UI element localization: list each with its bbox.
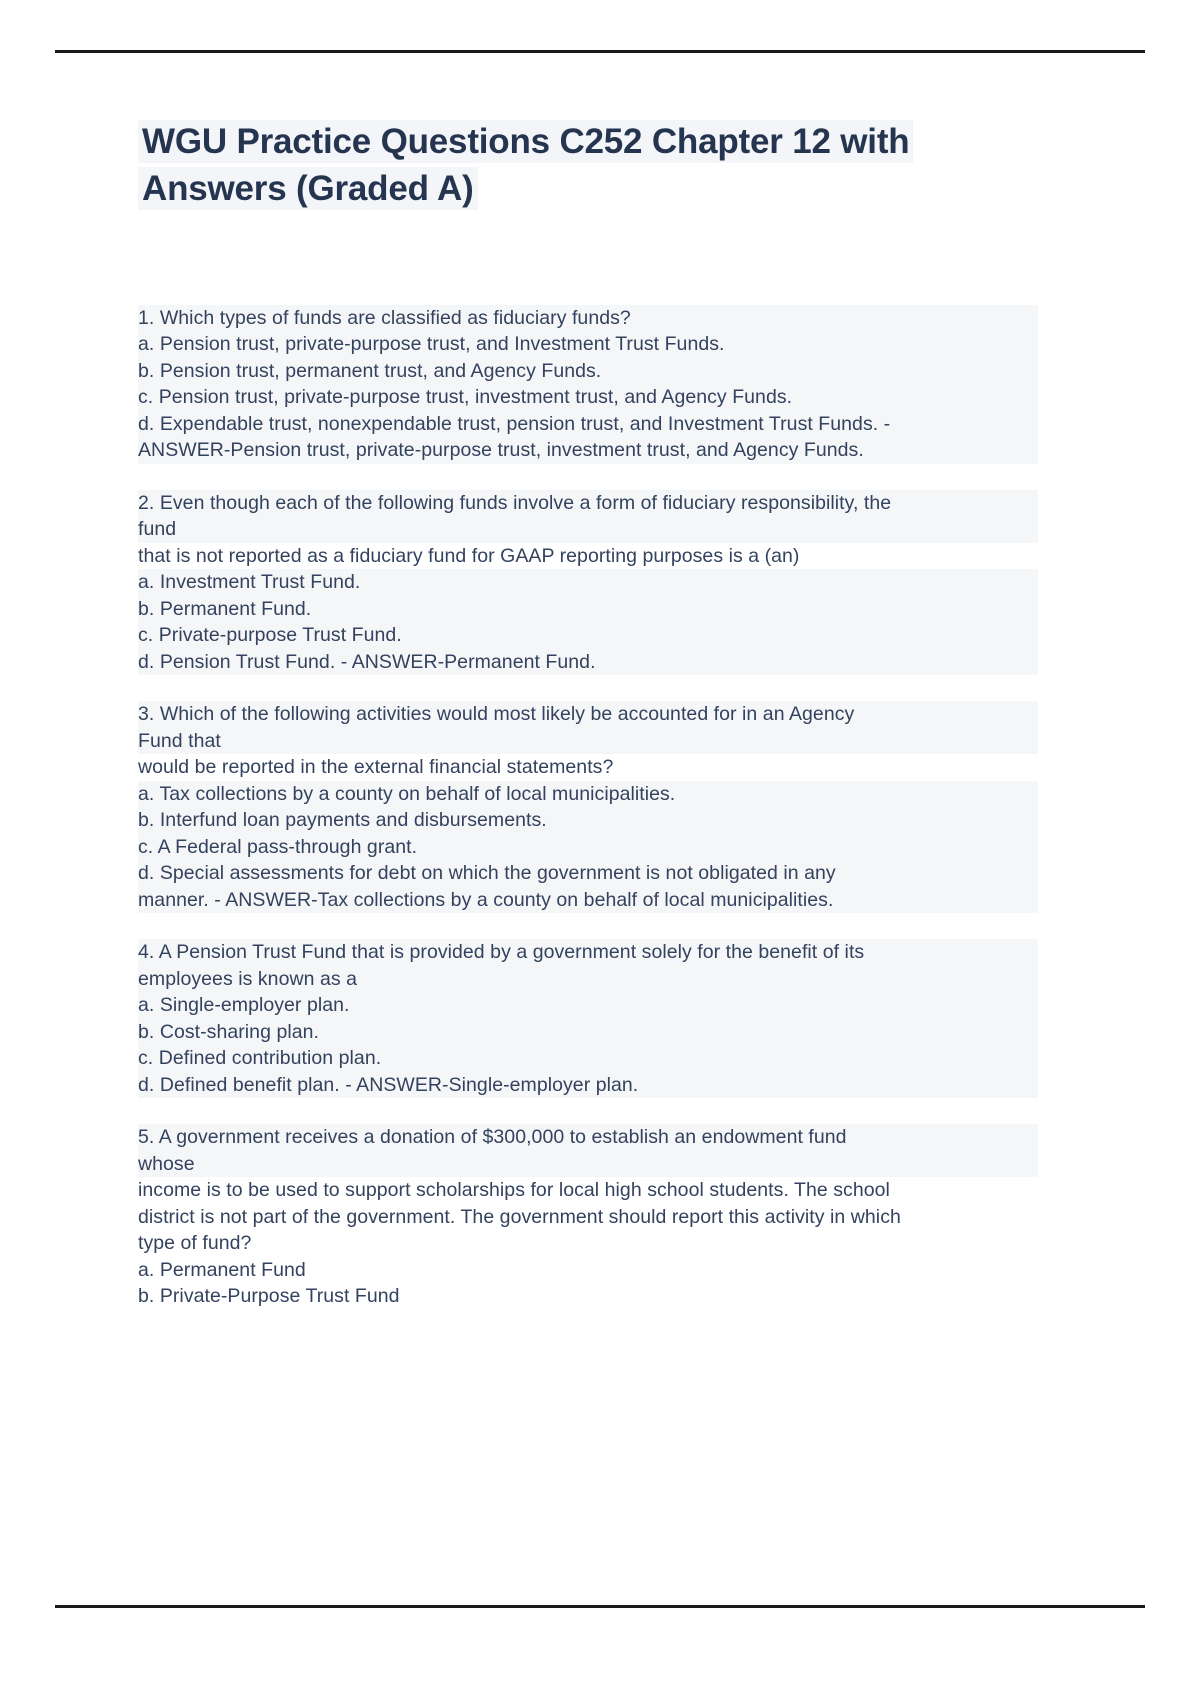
question-line: a. Single-employer plan. [138, 992, 1038, 1019]
question-line: income is to be used to support scholarships for local high school students. The school [138, 1179, 890, 1201]
question-line: c. Private-purpose Trust Fund. [138, 622, 1038, 649]
question-line: 3. Which of the following activities would most likely be accounted for in an Agency [138, 701, 1038, 728]
question-line: 5. A government receives a donation of $300,000 to establish an endowment fund [138, 1124, 1038, 1151]
header-divider [55, 50, 1145, 53]
question-line: Fund that [138, 728, 1038, 755]
question-line: d. Expendable trust, nonexpendable trust, pension trust, and Investment Trust Funds. - [138, 411, 1038, 438]
question-line: b. Interfund loan payments and disbursements. [138, 807, 1038, 834]
question-line: a. Permanent Fund [138, 1258, 306, 1281]
question-line: type of fund? [138, 1232, 252, 1254]
question-block [138, 490, 1038, 676]
footer-divider [55, 1605, 1145, 1608]
question-line: b. Permanent Fund. [138, 596, 1038, 623]
question-line: d. Special assessments for debt on which the government is not obligated in any [138, 860, 1038, 887]
question-line: district is not part of the government. The government should report this activity in which [138, 1205, 901, 1228]
page-title [138, 118, 1008, 213]
question-block [138, 939, 1038, 1098]
question-line: 1. Which types of funds are classified as fiduciary funds? [138, 305, 1038, 332]
question-line: b. Pension trust, permanent trust, and Agency Funds. [138, 358, 1038, 385]
answer-line: d. Defined benefit plan. - ANSWER-Single-employer plan. [138, 1072, 1038, 1099]
answer-line: manner. - ANSWER-Tax collections by a county on behalf of local municipalities. [138, 887, 1038, 914]
question-block [138, 305, 1038, 464]
document-title: WGU Practice Questions C252 Chapter 12 with Answers (Graded A) [138, 120, 913, 210]
question-line: would be reported in the external financial statements? [138, 756, 614, 778]
answer-line: ANSWER-Pension trust, private-purpose trust, investment trust, and Agency Funds. [138, 437, 1038, 464]
question-line: b. Cost-sharing plan. [138, 1019, 1038, 1046]
question-line: a. Tax collections by a county on behalf of local municipalities. [138, 781, 1038, 808]
question-block [138, 1124, 1038, 1310]
document-content [138, 118, 1038, 1336]
question-line: employees is known as a [138, 966, 1038, 993]
question-line: fund [138, 516, 1038, 543]
question-line: c. A Federal pass-through grant. [138, 834, 1038, 861]
question-line: 4. A Pension Trust Fund that is provided by a government solely for the benefit of its [138, 939, 1038, 966]
question-line: c. Defined contribution plan. [138, 1045, 1038, 1072]
question-line: c. Pension trust, private-purpose trust, investment trust, and Agency Funds. [138, 384, 1038, 411]
question-line: 2. Even though each of the following funds involve a form of fiduciary responsibility, the [138, 490, 1038, 517]
question-line: a. Pension trust, private-purpose trust, and Investment Trust Funds. [138, 331, 1038, 358]
question-line: a. Investment Trust Fund. [138, 569, 1038, 596]
question-line: whose [138, 1151, 1038, 1178]
question-line: that is not reported as a fiduciary fund for GAAP reporting purposes is a (an) [138, 544, 800, 567]
question-block [138, 701, 1038, 913]
question-list [138, 305, 1038, 1310]
question-line: b. Private-Purpose Trust Fund [138, 1285, 400, 1307]
answer-line: d. Pension Trust Fund. - ANSWER-Permanent Fund. [138, 649, 1038, 676]
